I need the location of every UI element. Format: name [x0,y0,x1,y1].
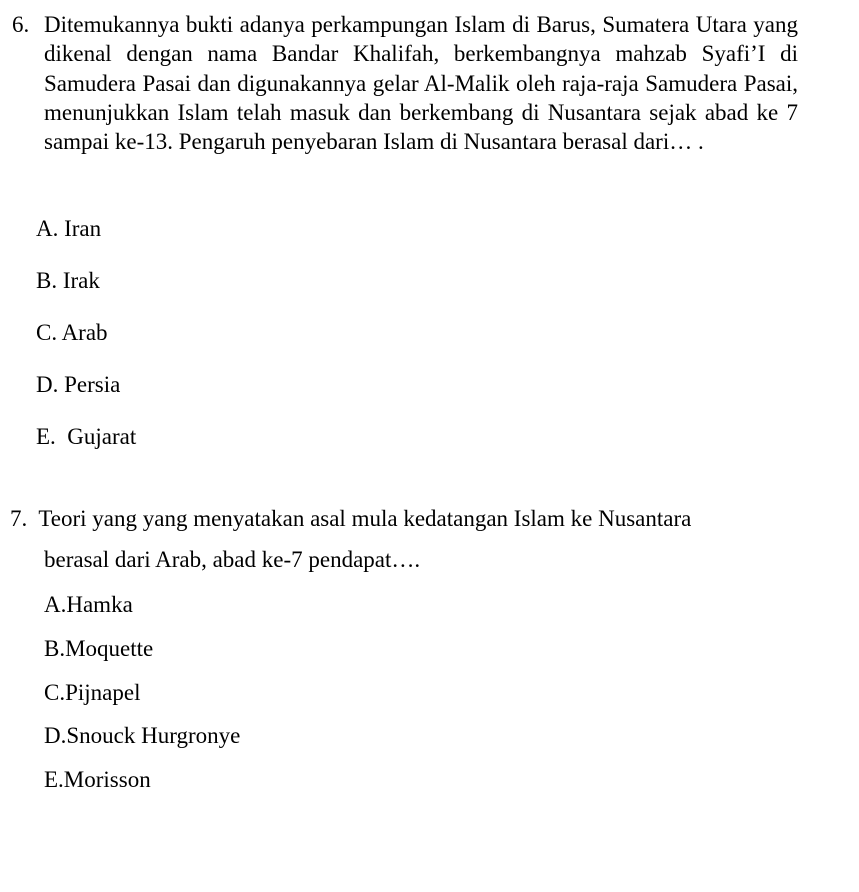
question-6-options [36,213,136,473]
option-7-a[interactable]: A.Hamka [44,592,133,617]
question-6-number: 6. [12,12,30,37]
option-7-c[interactable]: C.Pijnapel [44,679,141,705]
option-7-b[interactable]: B.Moquette [44,635,154,661]
option-6-b[interactable]: B. Irak [36,268,100,293]
question-7 [10,504,692,572]
question-7-options [44,589,240,808]
question-7-text-line-2: berasal dari Arab, abad ke-7 pendapat…. [44,547,421,572]
question-6 [12,10,798,156]
option-6-a[interactable]: A. Iran [36,216,102,241]
option-6-c[interactable]: C. Arab [36,320,108,345]
option-7-e[interactable]: E.Morisson [44,767,151,793]
question-7-text-line-1: 7. Teori yang yang menyatakan asal mula kedatangan Islam ke Nusantara [10,506,692,531]
option-6-d[interactable]: D. Persia [36,372,121,397]
option-7-d[interactable]: D.Snouck Hurgronye [44,723,241,749]
option-6-e[interactable]: E. Gujarat [36,424,137,449]
question-6-text: Ditemukannya bukti adanya perkampungan Islam di Barus, Sumatera Utara yang dikenal dengan nama Bandar Khalifah, berkembangnya mahzab Syafi’I di Samudera Pasai dan digunakannya gelar Al-Malik oleh raja-raja Samudera Pasai, menunjukkan Islam telah masuk dan berkembang di Nusantara sejak abad ke 7 sampai ke-13. Pengaruh penyebaran Islam di Nusantara berasal dari… . [44,12,798,155]
